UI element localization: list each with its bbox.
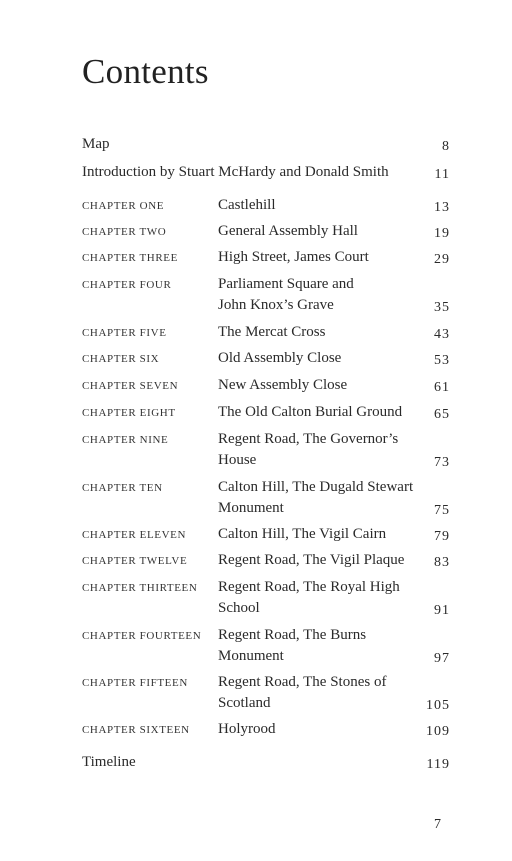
toc-page-number: 75 <box>434 503 450 518</box>
toc-page-number: 61 <box>434 380 450 395</box>
chapter-title: Castlehill <box>218 197 276 213</box>
chapter-title: Regent Road, The Burns Monument <box>218 627 367 664</box>
toc-page-number: 105 <box>426 698 450 713</box>
chapter-title: New Assembly Close <box>218 377 348 393</box>
chapter-title: Calton Hill, The Vigil Cairn <box>218 526 387 542</box>
chapter-label: CHAPTER TWELVE <box>82 555 188 567</box>
chapter-title: Regent Road, The Stones of Scotland <box>218 674 387 711</box>
page-title: Contents <box>82 52 209 91</box>
chapter-label: CHAPTER ELEVEN <box>82 529 187 541</box>
toc-page-number: 91 <box>434 603 450 618</box>
toc-page-number: 83 <box>434 555 450 570</box>
chapter-title: Parliament Square and John Knox’s Grave <box>218 276 354 313</box>
toc-page-number: 79 <box>434 529 450 544</box>
toc-page-number: 8 <box>442 139 450 154</box>
chapter-title: Regent Road, The Governor’s House <box>218 431 399 468</box>
toc-page-number: 119 <box>426 757 450 772</box>
chapter-title: High Street, James Court <box>218 249 369 265</box>
toc-page-number: 11 <box>434 167 450 182</box>
toc-page-number: 73 <box>434 455 450 470</box>
toc-entry-label: Timeline <box>82 754 136 770</box>
chapter-label: CHAPTER NINE <box>82 434 169 446</box>
chapter-label: CHAPTER FOURTEEN <box>82 630 202 642</box>
folio-page-number: 7 <box>434 817 442 832</box>
chapter-label: CHAPTER FIFTEEN <box>82 677 188 689</box>
chapter-title: Old Assembly Close <box>218 350 342 366</box>
toc-page-number: 65 <box>434 407 450 422</box>
chapter-label: CHAPTER ONE <box>82 200 165 212</box>
chapter-title: Regent Road, The Royal High School <box>218 579 400 616</box>
toc-entry-label: Introduction by Stuart McHardy and Donald Smith <box>82 164 389 180</box>
toc-page-number: 43 <box>434 327 450 342</box>
chapter-label: CHAPTER TEN <box>82 482 163 494</box>
chapter-title: The Old Calton Burial Ground <box>218 404 403 420</box>
chapter-title: Calton Hill, The Dugald Stewart Monument <box>218 479 414 516</box>
chapter-label: CHAPTER FOUR <box>82 279 172 291</box>
chapter-label: CHAPTER EIGHT <box>82 407 176 419</box>
chapter-label: CHAPTER TWO <box>82 226 167 238</box>
chapter-label: CHAPTER THREE <box>82 252 178 264</box>
chapter-title: General Assembly Hall <box>218 223 358 239</box>
toc-page-number: 13 <box>434 200 450 215</box>
chapter-title: Holyrood <box>218 721 276 737</box>
toc-page-number: 97 <box>434 651 450 666</box>
toc-page-number: 29 <box>434 252 450 267</box>
chapter-title: Regent Road, The Vigil Plaque <box>218 552 405 568</box>
toc-page-number: 19 <box>434 226 450 241</box>
chapter-label: CHAPTER SIXTEEN <box>82 724 190 736</box>
chapter-label: CHAPTER FIVE <box>82 327 167 339</box>
chapter-label: CHAPTER THIRTEEN <box>82 582 198 594</box>
chapter-title: The Mercat Cross <box>218 324 326 340</box>
toc-page-number: 53 <box>434 353 450 368</box>
toc-entry-label: Map <box>82 136 110 152</box>
toc-page-number: 35 <box>434 300 450 315</box>
toc-page-number: 109 <box>426 724 450 739</box>
chapter-label: CHAPTER SIX <box>82 353 160 365</box>
chapter-label: CHAPTER SEVEN <box>82 380 179 392</box>
